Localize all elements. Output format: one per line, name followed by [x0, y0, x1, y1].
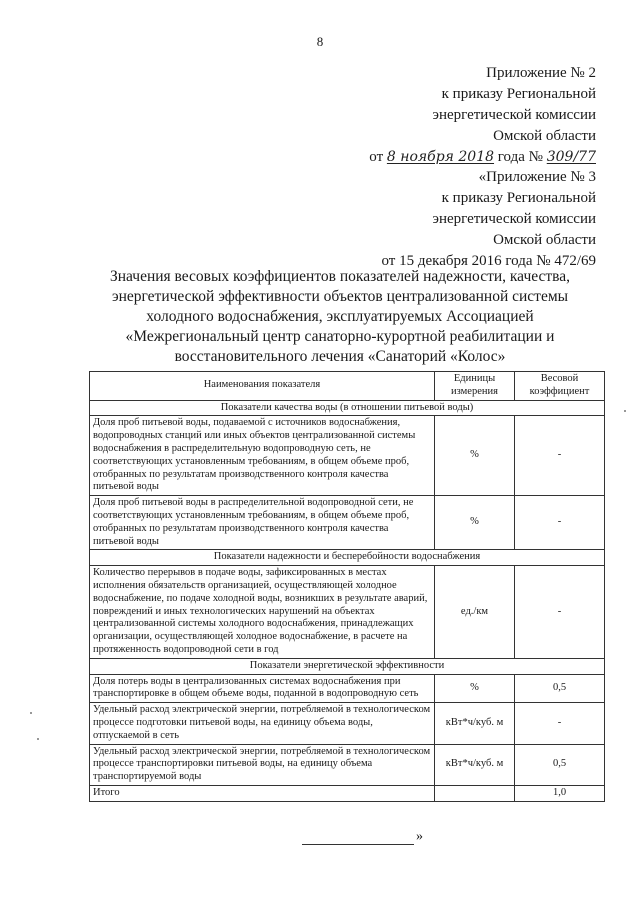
header-unit: Единицы измерения [435, 372, 515, 401]
indicator-name: Доля проб питьевой воды, подаваемой с источников водоснабжения, водопроводных станций или иных объектов централизованной системы водоснабжения в распределительную водопроводную сеть, не соответствующих установленным требованиям, в общем объеме проб, отобранных по результатам производственного контроля качества питьевой воды [90, 416, 435, 496]
indicator-name: Удельный расход электрической энергии, потребляемой в технологическом процессе транспортировки питьевой воды, на единицу объема транспортируемой воды [90, 744, 435, 785]
annex-date-line: от 15 декабря 2016 года № 472/69 [381, 253, 596, 269]
section-row-reliability [90, 550, 605, 566]
indicator-weight: - [515, 566, 605, 659]
total-value: 1,0 [515, 785, 605, 801]
scan-speck [624, 410, 626, 412]
table-row [90, 496, 605, 550]
indicator-unit: % [435, 496, 515, 550]
handwritten-order-number: 309/77 [546, 149, 596, 165]
total-row [90, 785, 605, 801]
annex-region-line: Омской области [493, 232, 596, 248]
indicator-unit: % [435, 674, 515, 703]
closing-line [302, 829, 423, 845]
scan-speck [37, 738, 39, 740]
section-title: Показатели качества воды (в отношении питьевой воды) [90, 400, 605, 416]
table-row [90, 416, 605, 496]
indicator-weight: - [515, 703, 605, 744]
table-header-row [90, 372, 605, 401]
table-row [90, 674, 605, 703]
table-row [90, 744, 605, 785]
indicator-weight: 0,5 [515, 674, 605, 703]
annex-header-current [369, 63, 596, 168]
table-row [90, 566, 605, 659]
year-number-label: года № [497, 149, 543, 165]
title-line: восстановительного лечения «Санаторий «Колос» [174, 348, 506, 365]
indicator-unit: кВт*ч/куб. м [435, 744, 515, 785]
annex-region-line: Омской области [493, 128, 596, 144]
annex-commission-line: энергетической комиссии [432, 211, 596, 227]
header-weight: Весовой коэффициент [515, 372, 605, 401]
indicator-weight: 0,5 [515, 744, 605, 785]
annex-title: Приложение № 2 [486, 65, 596, 81]
annex-header-original [381, 167, 596, 272]
total-label: Итого [90, 785, 435, 801]
section-title: Показатели надежности и бесперебойности водоснабжения [90, 550, 605, 566]
section-row-water-quality [90, 400, 605, 416]
header-name: Наименования показателя [90, 372, 435, 401]
page-number: 8 [316, 34, 324, 49]
title-line: энергетической эффективности объектов централизованной системы [111, 288, 569, 305]
date-prefix: от [369, 149, 384, 165]
indicator-name: Удельный расход электрической энергии, потребляемой в технологическом процессе подготовки питьевой воды, на единицу объема воды, отпускаемой в сеть [90, 703, 435, 744]
title-line: «Межрегиональный центр санаторно-курортной реабилитации и [125, 328, 555, 345]
indicator-name: Количество перерывов в подаче воды, зафиксированных в местах исполнения обязательств организацией, осуществляющей холодное водоснабжение, по подаче холодной воды, возникших в результате аварий, повреждений и иных технологических нарушений на объектах централизованной системы холодного водоснабжения, принадлежащих организации, осуществляющей холодное водоснабжение, в расчете на протяженность водопроводной сети в год [90, 566, 435, 659]
indicator-weight: - [515, 496, 605, 550]
indicator-unit: кВт*ч/куб. м [435, 703, 515, 744]
indicator-weight: - [515, 416, 605, 496]
indicator-name: Доля потерь воды в централизованных системах водоснабжения при транспортировке в общем объеме воды, поданной в водопроводную сеть [90, 674, 435, 703]
indicator-unit: % [435, 416, 515, 496]
handwritten-date: 8 ноября 2018 [386, 149, 495, 165]
document-title [80, 267, 600, 367]
closing-underline [302, 830, 414, 845]
closing-quote: » [416, 829, 423, 844]
section-title: Показатели энергетической эффективности [90, 658, 605, 674]
annex-order-line: к приказу Региональной [441, 86, 596, 102]
section-row-energy-efficiency [90, 658, 605, 674]
table-row [90, 703, 605, 744]
annex-commission-line: энергетической комиссии [432, 107, 596, 123]
indicator-unit: ед./км [435, 566, 515, 659]
indicator-name: Доля проб питьевой воды в распределительной водопроводной сети, не соответствующих установленным требованиям, в общем объеме проб, отобранных по результатам производственного контроля качества питьевой воды [90, 496, 435, 550]
annex-order-line: к приказу Региональной [441, 190, 596, 206]
indicators-table [89, 371, 605, 802]
title-line: холодного водоснабжения, эксплуатируемых Ассоциацией [146, 308, 534, 325]
total-unit-empty [435, 785, 515, 801]
scan-speck [30, 712, 32, 714]
annex-date-line [369, 147, 596, 168]
annex-title: «Приложение № 3 [478, 169, 596, 185]
title-line: Значения весовых коэффициентов показателей надежности, качества, [109, 268, 571, 285]
